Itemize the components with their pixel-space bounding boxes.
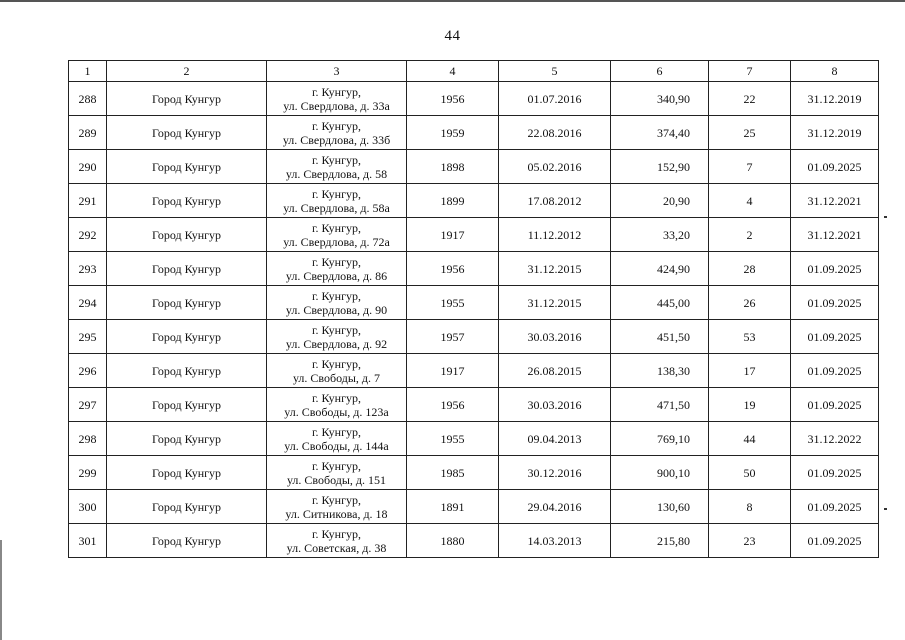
address-city-line: г. Кунгур, xyxy=(311,492,361,507)
row-number-cell: 294 xyxy=(69,286,107,320)
housing-registry-table xyxy=(68,60,879,558)
recognition-date-cell: 14.03.2013 xyxy=(499,524,611,558)
address-cell xyxy=(267,116,407,150)
recognition-date-cell: 29.04.2016 xyxy=(499,490,611,524)
table-row xyxy=(69,422,879,456)
year-built-cell: 1880 xyxy=(407,524,499,558)
residents-count-cell: 44 xyxy=(709,422,791,456)
area-cell: 138,30 xyxy=(611,354,709,388)
resettlement-deadline-cell: 31.12.2021 xyxy=(791,184,879,218)
resettlement-deadline-cell: 01.09.2025 xyxy=(791,320,879,354)
address-city-line: г. Кунгур, xyxy=(311,390,361,405)
recognition-date-cell: 30.03.2016 xyxy=(499,388,611,422)
recognition-date-cell: 17.08.2012 xyxy=(499,184,611,218)
row-number-cell: 289 xyxy=(69,116,107,150)
column-header: 5 xyxy=(499,61,611,82)
table-row xyxy=(69,286,879,320)
column-number-header-row xyxy=(69,61,879,82)
resettlement-deadline-cell: 01.09.2025 xyxy=(791,354,879,388)
area-cell: 900,10 xyxy=(611,456,709,490)
area-cell: 130,60 xyxy=(611,490,709,524)
municipality-cell: Город Кунгур xyxy=(107,354,267,388)
address-city-line: г. Кунгур, xyxy=(311,288,361,303)
table-row xyxy=(69,116,879,150)
row-number-cell: 298 xyxy=(69,422,107,456)
municipality-cell: Город Кунгур xyxy=(107,252,267,286)
address-city-line: г. Кунгур, xyxy=(311,322,361,337)
table-row xyxy=(69,490,879,524)
residents-count-cell: 23 xyxy=(709,524,791,558)
address-cell xyxy=(267,388,407,422)
column-header: 3 xyxy=(267,61,407,82)
municipality-cell: Город Кунгур xyxy=(107,524,267,558)
year-built-cell: 1891 xyxy=(407,490,499,524)
address-city-line: г. Кунгур, xyxy=(311,118,361,133)
top-edge-rule xyxy=(0,0,905,2)
row-number-cell: 299 xyxy=(69,456,107,490)
resettlement-deadline-cell: 01.09.2025 xyxy=(791,150,879,184)
municipality-cell: Город Кунгур xyxy=(107,388,267,422)
area-cell: 451,50 xyxy=(611,320,709,354)
year-built-cell: 1959 xyxy=(407,116,499,150)
address-street-line: ул. Советская, д. 38 xyxy=(286,540,387,555)
area-cell: 340,90 xyxy=(611,82,709,116)
left-scan-edge xyxy=(0,540,2,640)
row-number-cell: 297 xyxy=(69,388,107,422)
recognition-date-cell: 30.12.2016 xyxy=(499,456,611,490)
year-built-cell: 1955 xyxy=(407,286,499,320)
address-cell xyxy=(267,320,407,354)
table-row xyxy=(69,388,879,422)
residents-count-cell: 19 xyxy=(709,388,791,422)
table-row xyxy=(69,354,879,388)
address-cell xyxy=(267,354,407,388)
address-street-line: ул. Свободы, д. 123а xyxy=(284,404,389,419)
address-street-line: ул. Свободы, д. 151 xyxy=(286,472,387,487)
column-header: 4 xyxy=(407,61,499,82)
residents-count-cell: 2 xyxy=(709,218,791,252)
row-number-cell: 288 xyxy=(69,82,107,116)
address-cell xyxy=(267,184,407,218)
page-number: 44 xyxy=(444,28,461,44)
residents-count-cell: 28 xyxy=(709,252,791,286)
municipality-cell: Город Кунгур xyxy=(107,456,267,490)
row-number-cell: 300 xyxy=(69,490,107,524)
column-header: 8 xyxy=(791,61,879,82)
recognition-date-cell: 22.08.2016 xyxy=(499,116,611,150)
column-header: 6 xyxy=(611,61,709,82)
municipality-cell: Город Кунгур xyxy=(107,82,267,116)
address-street-line: ул. Свердлова, д. 33б xyxy=(282,132,391,147)
recognition-date-cell: 31.12.2015 xyxy=(499,286,611,320)
table-body xyxy=(69,61,879,558)
area-cell: 445,00 xyxy=(611,286,709,320)
year-built-cell: 1955 xyxy=(407,422,499,456)
recognition-date-cell: 31.12.2015 xyxy=(499,252,611,286)
row-number-cell: 290 xyxy=(69,150,107,184)
resettlement-deadline-cell: 31.12.2019 xyxy=(791,82,879,116)
address-city-line: г. Кунгур, xyxy=(311,458,361,473)
year-built-cell: 1899 xyxy=(407,184,499,218)
address-city-line: г. Кунгур, xyxy=(311,424,361,439)
year-built-cell: 1957 xyxy=(407,320,499,354)
row-number-cell: 295 xyxy=(69,320,107,354)
year-built-cell: 1956 xyxy=(407,388,499,422)
resettlement-deadline-cell: 01.09.2025 xyxy=(791,388,879,422)
resettlement-deadline-cell: 31.12.2021 xyxy=(791,218,879,252)
recognition-date-cell: 05.02.2016 xyxy=(499,150,611,184)
resettlement-deadline-cell: 01.09.2025 xyxy=(791,286,879,320)
residents-count-cell: 8 xyxy=(709,490,791,524)
table-row xyxy=(69,320,879,354)
address-city-line: г. Кунгур, xyxy=(311,254,361,269)
margin-mark xyxy=(884,508,887,510)
table-row xyxy=(69,150,879,184)
municipality-cell: Город Кунгур xyxy=(107,490,267,524)
table-row xyxy=(69,456,879,490)
address-street-line: ул. Свердлова, д. 58 xyxy=(285,166,388,181)
address-city-line: г. Кунгур, xyxy=(311,220,361,235)
table-row xyxy=(69,184,879,218)
address-street-line: ул. Свободы, д. 7 xyxy=(292,370,381,385)
table-row xyxy=(69,218,879,252)
area-cell: 20,90 xyxy=(611,184,709,218)
address-cell xyxy=(267,456,407,490)
address-street-line: ул. Свердлова, д. 72а xyxy=(283,234,390,249)
area-cell: 471,50 xyxy=(611,388,709,422)
recognition-date-cell: 30.03.2016 xyxy=(499,320,611,354)
address-city-line: г. Кунгур, xyxy=(311,186,361,201)
residents-count-cell: 7 xyxy=(709,150,791,184)
residents-count-cell: 17 xyxy=(709,354,791,388)
recognition-date-cell: 09.04.2013 xyxy=(499,422,611,456)
address-street-line: ул. Ситникова, д. 18 xyxy=(285,506,388,521)
column-header: 7 xyxy=(709,61,791,82)
address-street-line: ул. Свердлова, д. 86 xyxy=(285,268,388,283)
table-row xyxy=(69,82,879,116)
municipality-cell: Город Кунгур xyxy=(107,422,267,456)
area-cell: 33,20 xyxy=(611,218,709,252)
municipality-cell: Город Кунгур xyxy=(107,150,267,184)
recognition-date-cell: 01.07.2016 xyxy=(499,82,611,116)
area-cell: 215,80 xyxy=(611,524,709,558)
address-cell xyxy=(267,422,407,456)
table-row xyxy=(69,524,879,558)
area-cell: 769,10 xyxy=(611,422,709,456)
column-header: 2 xyxy=(107,61,267,82)
recognition-date-cell: 26.08.2015 xyxy=(499,354,611,388)
area-cell: 424,90 xyxy=(611,252,709,286)
resettlement-deadline-cell: 01.09.2025 xyxy=(791,490,879,524)
resettlement-deadline-cell: 01.09.2025 xyxy=(791,252,879,286)
year-built-cell: 1956 xyxy=(407,252,499,286)
year-built-cell: 1917 xyxy=(407,354,499,388)
address-city-line: г. Кунгур, xyxy=(311,356,361,371)
address-street-line: ул. Свердлова, д. 92 xyxy=(285,336,388,351)
row-number-cell: 293 xyxy=(69,252,107,286)
municipality-cell: Город Кунгур xyxy=(107,218,267,252)
area-cell: 152,90 xyxy=(611,150,709,184)
residents-count-cell: 4 xyxy=(709,184,791,218)
address-cell xyxy=(267,286,407,320)
address-city-line: г. Кунгур, xyxy=(311,84,361,99)
column-header: 1 xyxy=(69,61,107,82)
row-number-cell: 296 xyxy=(69,354,107,388)
address-cell xyxy=(267,524,407,558)
municipality-cell: Город Кунгур xyxy=(107,116,267,150)
resettlement-deadline-cell: 31.12.2022 xyxy=(791,422,879,456)
margin-mark xyxy=(884,216,887,218)
address-cell xyxy=(267,252,407,286)
address-street-line: ул. Свердлова, д. 33а xyxy=(283,98,390,113)
residents-count-cell: 50 xyxy=(709,456,791,490)
address-cell xyxy=(267,82,407,116)
address-cell xyxy=(267,490,407,524)
address-city-line: г. Кунгур, xyxy=(311,526,361,541)
row-number-cell: 301 xyxy=(69,524,107,558)
address-cell xyxy=(267,150,407,184)
municipality-cell: Город Кунгур xyxy=(107,286,267,320)
year-built-cell: 1956 xyxy=(407,82,499,116)
address-cell xyxy=(267,218,407,252)
address-street-line: ул. Свердлова, д. 58а xyxy=(283,200,390,215)
municipality-cell: Город Кунгур xyxy=(107,320,267,354)
municipality-cell: Город Кунгур xyxy=(107,184,267,218)
resettlement-deadline-cell: 01.09.2025 xyxy=(791,456,879,490)
residents-count-cell: 22 xyxy=(709,82,791,116)
row-number-cell: 292 xyxy=(69,218,107,252)
year-built-cell: 1898 xyxy=(407,150,499,184)
year-built-cell: 1985 xyxy=(407,456,499,490)
residents-count-cell: 26 xyxy=(709,286,791,320)
address-street-line: ул. Свободы, д. 144а xyxy=(284,438,389,453)
row-number-cell: 291 xyxy=(69,184,107,218)
address-city-line: г. Кунгур, xyxy=(311,152,361,167)
recognition-date-cell: 11.12.2012 xyxy=(499,218,611,252)
area-cell: 374,40 xyxy=(611,116,709,150)
residents-count-cell: 53 xyxy=(709,320,791,354)
table-row xyxy=(69,252,879,286)
resettlement-deadline-cell: 01.09.2025 xyxy=(791,524,879,558)
address-street-line: ул. Свердлова, д. 90 xyxy=(285,302,388,317)
resettlement-deadline-cell: 31.12.2019 xyxy=(791,116,879,150)
residents-count-cell: 25 xyxy=(709,116,791,150)
year-built-cell: 1917 xyxy=(407,218,499,252)
